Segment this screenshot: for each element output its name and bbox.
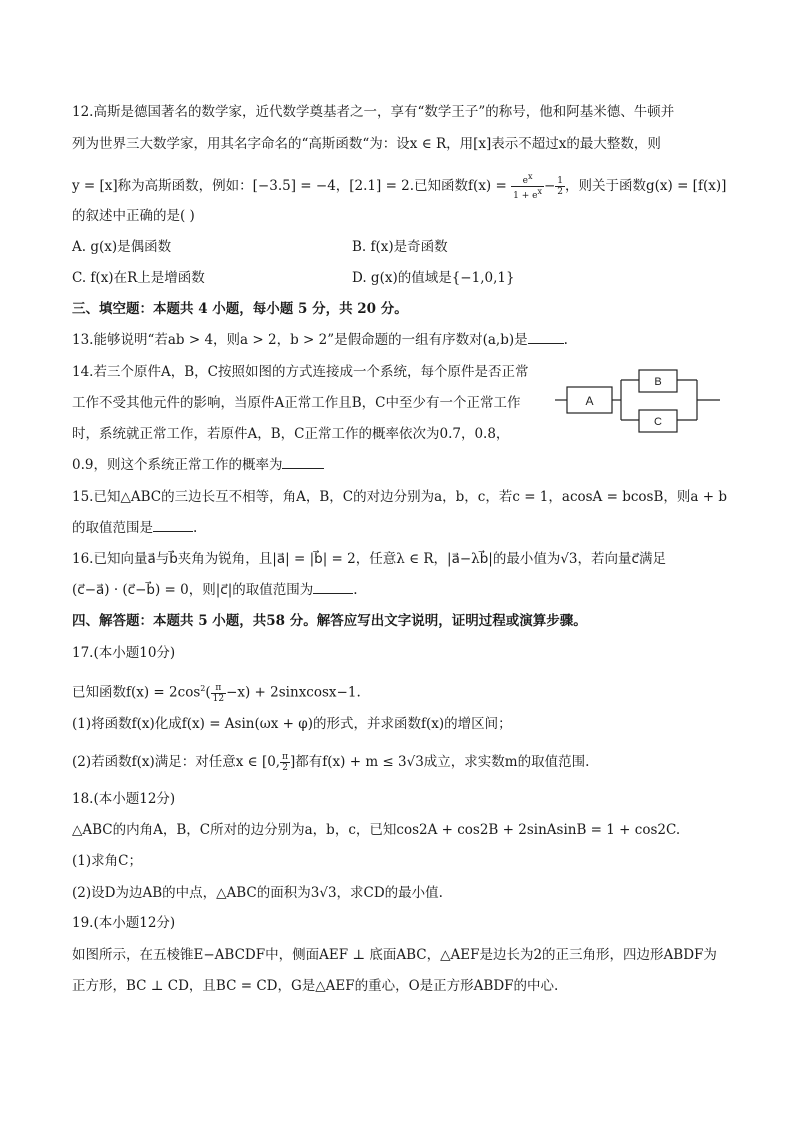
q17-pi-over-12: $\frac{\pi}{12}$ [212, 682, 225, 704]
q15-line2-text: 的取值范围是 [72, 520, 153, 536]
q14-line4 [72, 456, 324, 474]
q14-line1: 14.若三个原件A，B，C按照如图的方式连接成一个系统，每个原件是否正常 [72, 364, 529, 380]
q12-options-row1 [72, 238, 448, 256]
q12-line4: 的叙述中正确的是( ) [72, 208, 195, 224]
q18-line1: △ABC的内角A，B，C所对的边分别为a，b，c，已知cos2A + cos2B + 2sinAsinB = 1 + cos2C. [72, 822, 681, 838]
q12-line3-text-b: ，则关于函数g(x) = [f(x)] [565, 178, 727, 194]
q12-option-d: D. g(x)的值域是{−1,0,1} [352, 270, 515, 286]
q12-line3: y = [x]称为高斯函数，例如：[−3.5] = −4，[2.1] = 2.已知函数f(x) = $\frac{e^x}{1 + e^x}$ − $\frac{1}{2}$ ，则关于函数g(x) = [f(x)] [72, 172, 727, 201]
q19-line2: 正方形，BC ⊥ CD，且BC = CD，G是△AEF的重心，O是正方形ABDF的中心. [72, 978, 559, 994]
q15-line1: 15.已知△ABC的三边长互不相等，角A，B，C的对边分别为a，b，c，若c = 1，acosA = bcosB，则a + b [72, 489, 727, 505]
q12-fraction [511, 172, 544, 201]
q15-answer-blank [153, 519, 193, 532]
q12-line3-text: y = [x]称为高斯函数，例如：[−3.5] = −4，[2.1] = 2.已知函数f(x) = [72, 178, 507, 194]
q14-line3: 时，系统就正常工作，若原件A，B，C正常工作的概率依次为0.7，0.8， [72, 426, 510, 442]
component-a-label: A [585, 394, 594, 408]
q19-line1: 如图所示，在五棱锥E−ABCDF中，侧面AEF ⊥ 底面ABC，△AEF是边长为2的正三角形，四边形ABDF为 [72, 947, 717, 963]
q12-fraction-denominator: $1 + e^x$ [513, 187, 542, 201]
q14-line4-text: 0.9，则这个系统正常工作的概率为 [72, 457, 283, 473]
q12-options-row2 [72, 269, 515, 287]
q18-part2: (2)设D为边AB的中点，△ABC的面积为3√3，求CD的最小值. [72, 885, 443, 901]
q17-part1: (1)将函数f(x)化成f(x) = Asin(ωx + φ)的形式，并求函数f(x)的增区间； [72, 716, 512, 732]
q12-option-a: A. g(x)是偶函数 [72, 239, 172, 255]
q15-line2: 的取值范围是 . [72, 520, 198, 536]
q12-fraction-half: $\frac{1}{2}$ [557, 176, 563, 197]
q17-part2: (2)若函数f(x)满足：对任意x ∈ [0, $\frac{\pi}{2}$ ]都有f(x) + m ≤ 3√3成立，求实数m的取值范围. [72, 752, 590, 773]
q12-fraction-numerator: $e^x$ [511, 172, 544, 187]
section-3-heading: 三、填空题：本题共 4 小题，每小题 5 分，共 20 分。 [72, 301, 408, 317]
q13: 13.能够说明“若ab > 4，则a > 2，b > 2”是假命题的一组有序数对(a,b)是 . [72, 332, 568, 348]
q17-pi-over-2: $\frac{\pi}{2}$ [282, 752, 289, 773]
q16-answer-blank [313, 581, 353, 594]
q12-line1: 12.高斯是德国著名的数学家，近代数学奠基者之一，享有“数学王子”的称号，他和阿基米德、牛顿并 [72, 104, 675, 120]
q13-answer-blank [528, 331, 564, 344]
q18-heading: 18.(本小题12分) [72, 791, 176, 807]
q12-option-b: B. f(x)是奇函数 [352, 239, 448, 255]
component-c-label: C [654, 416, 662, 428]
q12-option-c: C. f(x)在R上是增函数 [72, 270, 205, 286]
q14-line2: 工作不受其他元件的影响，当原件A正常工作且B，C中至少有一个正常工作 [72, 395, 521, 411]
q19-heading: 19.(本小题12分) [72, 915, 176, 931]
q16-line2-text: (c⃗−a⃗) · (c⃗−b⃗) = 0，则|c⃗|的取值范围为 [72, 582, 314, 598]
q18-part1: (1)求角C； [72, 853, 142, 869]
q16-line2: (c⃗−a⃗) · (c⃗−b⃗) = 0，则|c⃗|的取值范围为 . [72, 582, 358, 598]
q16-line1: 16.已知向量a⃗与b⃗夹角为锐角，且|a⃗| = |b⃗| = 2，任意λ ∈ R，|a⃗−λb⃗|的最小值为√3，若向量c⃗满足 [72, 551, 666, 567]
q13-text: 13.能够说明“若ab > 4，则a > 2，b > 2”是假命题的一组有序数对(a,b)是 [72, 332, 528, 348]
q12-line2: 列为世界三大数学家，用其名字命名的“高斯函数“为：设x ∈ R，用[x]表示不超过x的最大整数，则 [72, 136, 661, 152]
q17-heading: 17.(本小题10分) [72, 645, 176, 661]
circuit-diagram [555, 368, 725, 438]
component-b-label: B [654, 376, 662, 388]
q17-function: 已知函数$f(x) = 2\cos^2$( $\frac{\pi}{12}$ −x) + 2sinxcosx−1. [72, 682, 361, 704]
section-4-heading: 四、解答题：本题共 5 小题，共58 分。解答应写出文字说明，证明过程或演算步骤。 [72, 613, 587, 629]
q14-answer-blank [282, 456, 324, 469]
